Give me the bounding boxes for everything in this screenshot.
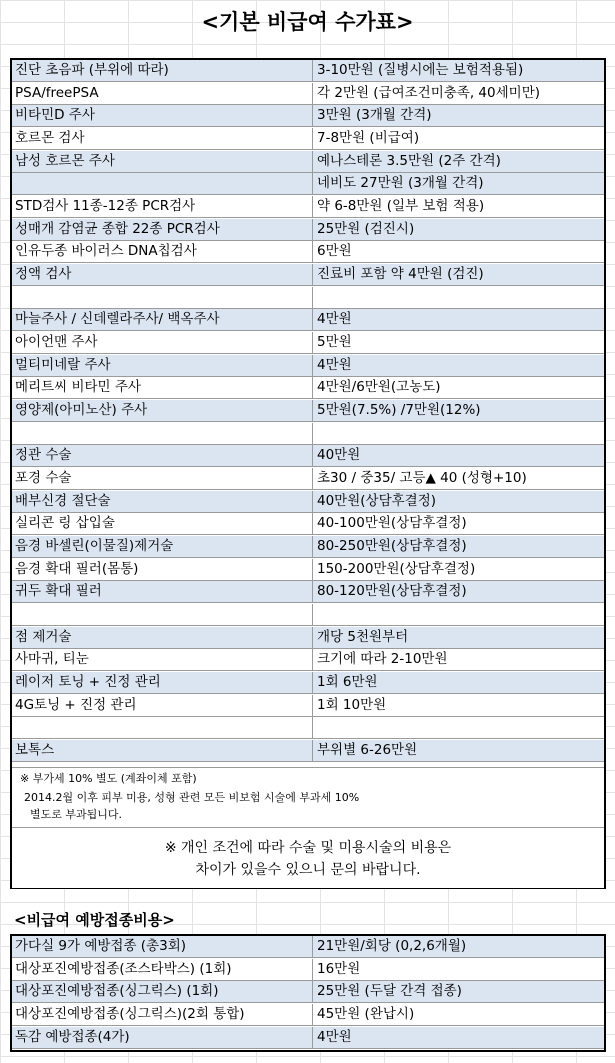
vaccine-row — [12, 1004, 604, 1026]
vaccine-row — [12, 1027, 604, 1049]
item-name: STD검사 11종-12종 PCR검사 — [15, 198, 196, 215]
tax-note-line-2: 2014.2월 이후 피부 미용, 성형 관련 모든 비보험 시술에 부과세 10% — [24, 791, 360, 804]
item-price: 5만원 — [312, 332, 607, 353]
price-row — [12, 60, 604, 82]
item-price: 예나스테론 3.5만원 (2주 간격) — [312, 151, 607, 172]
item-price: 25만원 (두달 간격 접종) — [312, 981, 607, 1002]
item-price: 진료비 포함 약 4만원 (검진) — [312, 264, 607, 285]
cost-disclaimer — [12, 827, 604, 888]
price-row — [12, 264, 604, 286]
item-name: 가다실 9가 예방접종 (총3회) — [15, 938, 186, 954]
item-price: 40-100만원(상담후결정) — [312, 513, 607, 534]
item-price: 4만원 — [312, 355, 607, 376]
item-price — [312, 287, 607, 308]
item-name: 점 제거술 — [15, 628, 72, 645]
item-price: 4만원 — [312, 1027, 607, 1048]
item-name: 호르몬 검사 — [15, 130, 85, 146]
item-name: 대상포진예방접종(조스타박스) (1회) — [15, 960, 232, 977]
item-name: 정액 검사 — [15, 266, 72, 283]
price-row — [12, 695, 604, 717]
item-price: 40만원(상담후결정) — [312, 491, 607, 512]
item-price: 네비도 27만원 (3개월 간격) — [312, 173, 607, 194]
price-row — [12, 468, 604, 490]
item-price — [312, 423, 607, 444]
vaccine-table — [10, 934, 606, 1052]
item-name: 비타민D 주사 — [15, 107, 95, 124]
price-row — [12, 491, 604, 513]
item-price: 45만원 (완납시) — [312, 1004, 607, 1025]
item-price: 3-10만원 (질병시에는 보험적용됨) — [312, 60, 607, 81]
item-price: 부위별 6-26만원 — [312, 740, 607, 761]
item-price: 각 2만원 (급여조건미충족, 40세미만) — [312, 83, 607, 104]
spacer-row — [12, 604, 604, 626]
item-name: 대상포진예방접종(싱그릭스)(2회 통합) — [15, 1006, 245, 1022]
spacer-row — [12, 717, 604, 739]
price-table — [10, 58, 606, 889]
disclaimer-line-2: 차이가 있을수 있으니 문의 바랍니다. — [195, 862, 421, 878]
price-row — [12, 536, 604, 558]
item-name: 대상포진예방접종(싱그릭스) (1회) — [15, 983, 219, 1000]
vaccine-section-title: <비급여 예방접종비용> — [14, 911, 175, 929]
item-price: 80-120만원(상담후결정) — [312, 581, 607, 602]
item-price: 4만원 — [312, 309, 607, 330]
price-row — [12, 332, 604, 354]
item-name: 인유두종 바이러스 DNA칩검사 — [15, 243, 197, 260]
price-row — [12, 151, 604, 173]
item-name: 정관 수술 — [15, 447, 72, 464]
item-name: 남성 호르몬 주사 — [15, 152, 115, 169]
spacer-row — [12, 423, 604, 445]
item-price — [312, 604, 607, 625]
price-row — [12, 105, 604, 127]
item-name: 메리트씨 비타민 주사 — [15, 379, 141, 396]
item-price: 3만원 (3개월 간격) — [312, 105, 607, 126]
price-row — [12, 445, 604, 467]
tax-notes — [12, 767, 604, 828]
item-name: 레이저 토닝 + 진정 관리 — [15, 674, 161, 691]
item-price: 초30 / 중35/ 고등▲ 40 (성형+10) — [312, 468, 607, 489]
item-name: 멀티미네랄 주사 — [15, 356, 111, 373]
vaccine-row — [12, 936, 604, 958]
item-name: PSA/freePSA — [15, 84, 99, 101]
price-row — [12, 173, 604, 195]
item-name: 아이언맨 주사 — [15, 334, 98, 351]
item-name: 음경 확대 필러(몸통) — [15, 560, 139, 577]
price-row — [12, 740, 604, 762]
price-row — [12, 196, 604, 218]
item-name: 배부신경 절단술 — [15, 492, 111, 509]
price-row — [12, 83, 604, 105]
spacer-row — [12, 287, 604, 309]
price-row — [12, 581, 604, 603]
item-price: 6만원 — [312, 241, 607, 262]
item-price: 개당 5천원부터 — [312, 627, 607, 648]
price-row — [12, 219, 604, 241]
item-price: 4만원/6만원(고농도) — [312, 377, 607, 398]
item-name: 진단 초음파 (부위에 따라) — [15, 62, 169, 78]
item-name: 포경 수술 — [15, 470, 72, 487]
price-row — [12, 627, 604, 649]
item-name: 마늘주사 / 신데렐라주사/ 백옥주사 — [15, 311, 220, 328]
item-price: 5만원(7.5%) /7만원(12%) — [312, 400, 607, 421]
item-name: 4G토닝 + 진정 관리 — [15, 696, 137, 713]
item-name: 성매개 감염균 종합 22종 PCR검사 — [15, 220, 220, 237]
item-price: 7-8만원 (비급여) — [312, 128, 607, 149]
price-row — [12, 128, 604, 150]
price-row — [12, 400, 604, 422]
item-price: 16만원 — [312, 959, 607, 980]
price-row — [12, 309, 604, 331]
item-name: 영양제(아미노산) 주사 — [15, 402, 148, 419]
item-name: 음경 바셀린(이물질)제거술 — [15, 538, 174, 555]
item-name: 실리콘 링 삽입술 — [15, 515, 115, 532]
price-row — [12, 377, 604, 399]
item-price: 1회 6만원 — [312, 672, 607, 693]
item-name: 보톡스 — [15, 742, 55, 759]
item-price: 크기에 따라 2-10만원 — [312, 649, 607, 670]
item-price: 80-250만원(상담후결정) — [312, 536, 607, 557]
price-row — [12, 355, 604, 377]
item-name: 독감 예방접종(4가) — [15, 1028, 130, 1045]
tax-note-line-3: 별도로 부과됩니다. — [30, 808, 123, 821]
tax-note-line-1: ※ 부가세 10% 별도 (계좌이체 포함) — [20, 772, 197, 785]
item-price: 1회 10만원 — [312, 695, 607, 716]
item-price: 150-200만원(상담후결정) — [312, 559, 607, 580]
price-row — [12, 513, 604, 535]
price-row — [12, 559, 604, 581]
vaccine-row — [12, 981, 604, 1003]
item-name: 귀두 확대 필러 — [15, 583, 102, 600]
page-title: <기본 비급여 수가표> — [201, 10, 414, 34]
item-price: 21만원/회당 (0,2,6개월) — [312, 936, 607, 957]
item-price: 25만원 (검진시) — [312, 219, 607, 240]
price-row — [12, 241, 604, 263]
vaccine-row — [12, 959, 604, 981]
item-price: 40만원 — [312, 445, 607, 466]
price-row — [12, 672, 604, 694]
item-price — [312, 717, 607, 738]
price-row — [12, 649, 604, 671]
disclaimer-line-1: ※ 개인 조건에 따라 수술 및 미용시술의 비용은 — [164, 840, 452, 856]
item-name: 사마귀, 티눈 — [15, 651, 89, 668]
item-price: 약 6-8만원 (일부 보험 적용) — [312, 196, 607, 217]
